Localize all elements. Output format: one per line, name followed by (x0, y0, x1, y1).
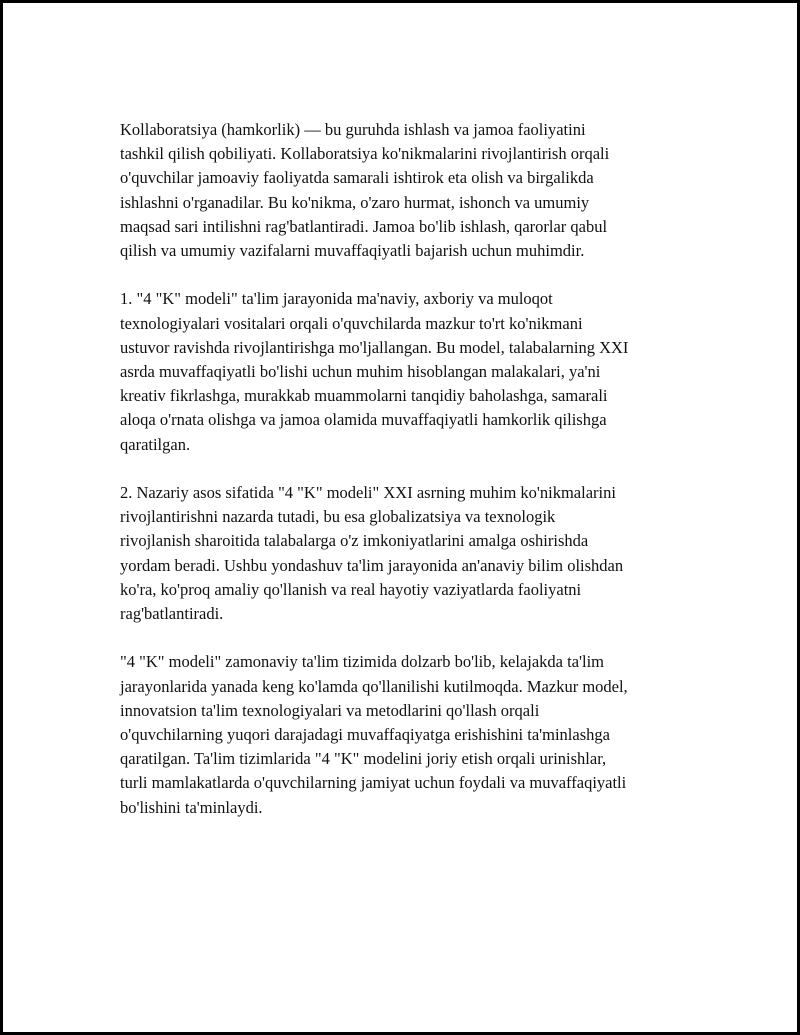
paragraph-collaboration: Kollaboratsiya (hamkorlik) — bu guruhda ishlash va jamoa faoliyatini tashkil qilish qobiliyati. Kollaboratsiya ko'nikmalarini rivojlantirish orqali o'quvchilar jamoaviy faoliyatda samarali ishtirok eta olish va birgalikda ishlashni o'rganadilar. Bu ko'nikma, o'zaro hurmat, ishonch va umumiy maqsad sari intilishni rag'batlantiradi. Jamoa bo'lib ishlash, qarorlar qabul qilish va umumiy vazifalarni muvaffaqiyatli bajarish uchun muhimdir. (120, 120, 610, 261)
paragraph-point-1: 1. "4 "K" modeli" ta'lim jarayonida ma'naviy, axboriy va muloqot texnologiyalari vositalari orqali o'quvchilarda mazkur to'rt ko'nikmani ustuvor ravishda rivojlantirishga mo'ljallangan. Bu model, talabalarning XXI asrda muvaffaqiyatli bo'lishi uchun muhim hisoblangan malakalari, ya'ni kreativ fikrlashga, murakkab muammolarni tanqidiy baholashga, samarali aloqa o'rnata olishga va jamoa olamida muvaffaqiyatli hamkorlik qilishga qaratilgan. (120, 289, 629, 454)
paragraph-conclusion: "4 "K" modeli" zamonaviy ta'lim tizimida dolzarb bo'lib, kelajakda ta'lim jarayonlarida yanada keng ko'lamda qo'llanilishi kutilmoqda. Mazkur model, innovatsion ta'lim texnologiyalari va metodlarini qo'llash orqali o'quvchilarning yuqori darajadagi muvaffaqiyatga erishishini ta'minlashga qaratilgan. Ta'lim tizimlarida "4 "K" modelini joriy etish orqali urinishlar, turli mamlakatlarda o'quvchilarning jamiyat uchun foydali va muvaffaqiyatli bo'lishini ta'minlaydi. (120, 652, 628, 817)
document-body (120, 118, 700, 844)
paragraph-point-2: 2. Nazariy asos sifatida "4 "K" modeli" XXI asrning muhim ko'nikmalarini rivojlantirishni nazarda tutadi, bu esa globalizatsiya va texnologik rivojlanish sharoitida talabalarga o'z imkoniyatlarini amalga oshirishda yordam beradi. Ushbu yondashuv ta'lim jarayonida an'anaviy bilim olishdan ko'ra, ko'proq amaliy qo'llanish va real hayotiy vaziyatlarda faoliyatni rag'batlantiradi. (120, 483, 624, 624)
